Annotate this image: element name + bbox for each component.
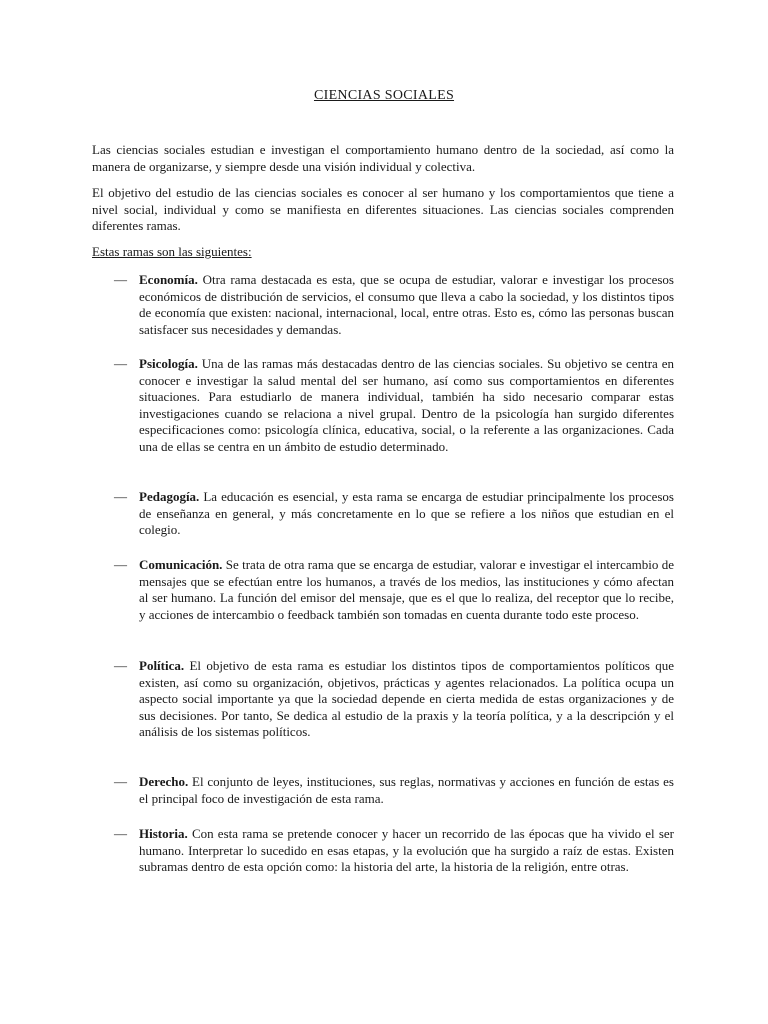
branch-term: Historia. xyxy=(139,826,188,841)
dash-bullet-icon: — xyxy=(114,489,127,504)
branch-description: La educación es esencial, y esta rama se encarga de estudiar principalmente los procesos de enseñanza en general, y más concretamente en lo que se refiere a los niños que estudian en el colegio. xyxy=(139,489,674,537)
branch-psicologia xyxy=(114,356,674,455)
branch-text xyxy=(139,557,674,623)
branch-derecho xyxy=(114,774,674,807)
branch-term: Psicología. xyxy=(139,356,198,371)
page-title: CIENCIAS SOCIALES xyxy=(313,88,455,103)
branch-description: Con esta rama se pretende conocer y hacer un recorrido de las épocas que ha vivido el ser humano. Interpretar lo sucedido en esas etapas, y la evolución que ha surgido a raíz de estas. Existen subramas dentro de esta opción como: la historia del arte, la historia de la religión, entre otras. xyxy=(139,826,674,874)
branch-economia xyxy=(114,272,674,338)
branch-term: Derecho. xyxy=(139,774,189,789)
intro-paragraph-1: Las ciencias sociales estudian e investigan el comportamiento humano dentro de la sociedad, así como la manera de organizarse, y siempre desde una visión individual y colectiva. xyxy=(92,142,674,174)
branch-politica xyxy=(114,658,674,741)
branch-text xyxy=(139,356,674,455)
dash-bullet-icon: — xyxy=(114,272,127,287)
branch-description: El conjunto de leyes, instituciones, sus reglas, normativas y acciones en función de estas es el principal foco de investigación de esta rama. xyxy=(139,774,674,806)
branch-text xyxy=(139,272,674,338)
branch-description: Se trata de otra rama que se encarga de estudiar, valorar e investigar el intercambio de mensajes que se efectúan entre los humanos, a través de los medios, las instituciones y cómo afectan al ser humano. La función del emisor del mensaje, que es el que lo realiza, del receptor que lo recibe, y acciones de intercambio o feedback también son tomadas en cuenta durante todo este proceso. xyxy=(139,557,674,622)
branch-description: Una de las ramas más destacadas dentro de las ciencias sociales. Su objetivo se centra en conocer e investigar la salud mental del ser humano, así como sus comportamientos en diferentes situaciones. Para estudiarlo de manera individual, también ha sido necesario comparar estas investigaciones cuando se relaciona a nivel grupal. Dentro de la psicología han surgido diferentes especificaciones como: psicología clínica, educativa, social, o la referente a las organizaciones. Cada una de ellas se centra en un ámbito de estudio determinado. xyxy=(139,356,674,454)
branch-text xyxy=(139,489,674,539)
branch-description: Otra rama destacada es esta, que se ocupa de estudiar, valorar e investigar los procesos económicos de distribución de servicios, el consumo que lleva a cabo la sociedad, y los distintos tipos de economía que existen: nacional, internacional, local, entre otras. Esto es, cómo las personas buscan satisfacer sus necesidades y demandas. xyxy=(139,272,674,337)
branch-term: Economía. xyxy=(139,272,198,287)
dash-bullet-icon: — xyxy=(114,658,127,673)
branch-text xyxy=(139,658,674,741)
branch-term: Comunicación. xyxy=(139,557,223,572)
branch-text xyxy=(139,826,674,876)
branches-subheading: Estas ramas son las siguientes: xyxy=(92,244,252,259)
dash-bullet-icon: — xyxy=(114,557,127,572)
branch-description: El objetivo de esta rama es estudiar los distintos tipos de comportamientos políticos que existen, así como su organización, objetivos, prácticas y agentes relacionados. La política ocupa un aspecto social importante ya que la sociedad depende en cierta medida de estas organizaciones y de sus decisiones. Por tanto, Se dedica al estudio de la praxis y la teoría política, y a la descripción y el análisis de los sistemas políticos. xyxy=(139,658,674,739)
branch-historia xyxy=(114,826,674,876)
branch-pedagogia xyxy=(114,489,674,539)
intro-paragraph-2: El objetivo del estudio de las ciencias sociales es conocer al ser humano y los comportamientos que tiene a nivel social, individual y como se manifiesta en diferentes situaciones. Las ciencias sociales comprenden diferentes ramas. xyxy=(92,185,674,233)
dash-bullet-icon: — xyxy=(114,774,127,789)
dash-bullet-icon: — xyxy=(114,826,127,841)
branch-comunicacion xyxy=(114,557,674,623)
branch-term: Pedagogía. xyxy=(139,489,200,504)
dash-bullet-icon: — xyxy=(114,356,127,371)
branch-term: Política. xyxy=(139,658,185,673)
branch-text xyxy=(139,774,674,807)
